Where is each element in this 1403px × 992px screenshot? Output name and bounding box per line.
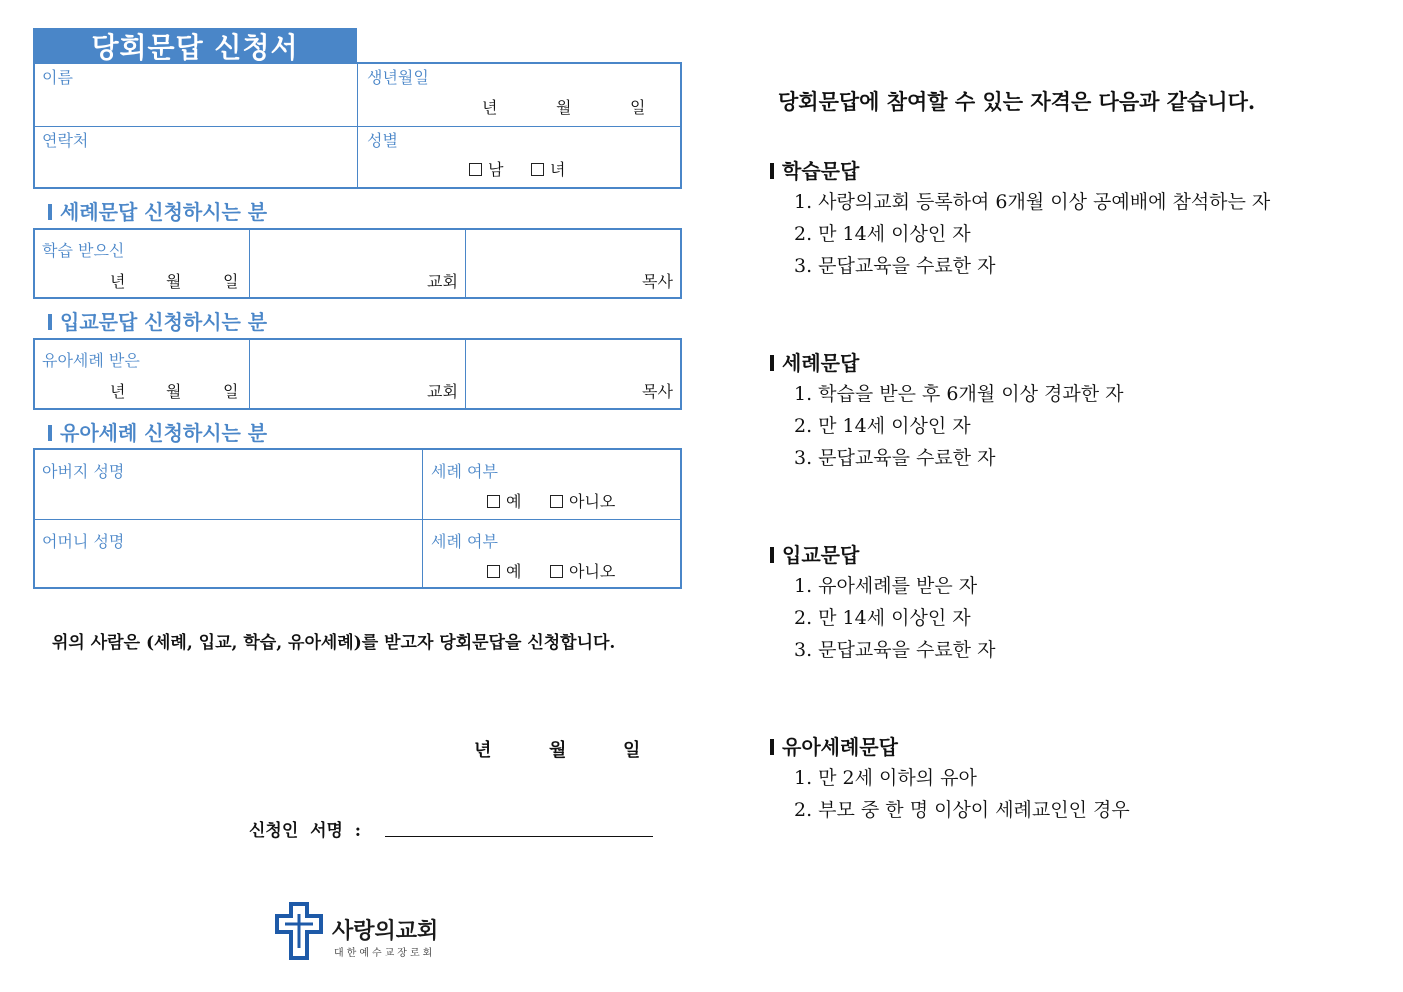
father-no-label: 아니오 bbox=[569, 492, 616, 511]
confirmation-item-2: 2. 만 14세 이상인 자 bbox=[794, 607, 971, 629]
mother-label: 어머니 성명 bbox=[42, 532, 125, 551]
confirmation-church-label: 교회 bbox=[427, 382, 458, 401]
sign-day: 일 bbox=[623, 740, 641, 761]
baptism-heading: 세례문답 신청하시는 분 bbox=[48, 196, 267, 225]
contact-field[interactable] bbox=[36, 148, 354, 186]
mother-no-label: 아니오 bbox=[569, 562, 616, 581]
baptism-item-2: 2. 만 14세 이상인 자 bbox=[794, 415, 971, 437]
confirmation-cell-label: 유아세례 받은 bbox=[42, 351, 140, 370]
cross-logo-icon bbox=[275, 902, 325, 960]
infant-heading: 유아세례 신청하시는 분 bbox=[48, 417, 267, 446]
mother-yes-label: 예 bbox=[506, 562, 522, 581]
baptism-pastor-label: 목사 bbox=[642, 272, 673, 291]
baptism-cell-label: 학습 받으신 bbox=[42, 241, 125, 260]
church-logo bbox=[275, 902, 445, 962]
confirmation-item-3: 3. 문답교육을 수료한 자 bbox=[794, 639, 996, 661]
sign-month: 월 bbox=[549, 740, 567, 761]
confirmation-month: 월 bbox=[166, 382, 182, 401]
male-checkbox[interactable] bbox=[469, 163, 482, 176]
male-label: 남 bbox=[488, 160, 504, 179]
mother-baptized-label: 세례 여부 bbox=[431, 532, 498, 551]
learning-item-2: 2. 만 14세 이상인 자 bbox=[794, 223, 971, 245]
section-learning-title: 학습문답 bbox=[770, 155, 859, 184]
baptism-item-1: 1. 학습을 받은 후 6개월 이상 경과한 자 bbox=[794, 383, 1124, 405]
sign-year: 년 bbox=[474, 740, 492, 761]
contact-label: 연락처 bbox=[42, 131, 89, 150]
confirmation-day: 일 bbox=[223, 382, 239, 401]
logo-subtitle: 대한예수교장로회 bbox=[334, 948, 436, 959]
confirmation-pastor-label: 목사 bbox=[642, 382, 673, 401]
section-infant-title: 유아세례문답 bbox=[770, 731, 898, 760]
female-checkbox[interactable] bbox=[531, 163, 544, 176]
baptism-month: 월 bbox=[166, 272, 182, 291]
section-confirmation-title: 입교문답 bbox=[770, 539, 859, 568]
father-label: 아버지 성명 bbox=[42, 462, 125, 481]
father-yes-label: 예 bbox=[506, 492, 522, 511]
birth-label: 생년월일 bbox=[367, 68, 429, 87]
name-label: 이름 bbox=[42, 68, 73, 87]
father-name-field[interactable] bbox=[36, 480, 418, 516]
application-statement: 위의 사람은 (세례, 입교, 학습, 유아세례)를 받고자 당회문답을 신청합니다. bbox=[52, 633, 616, 653]
birth-year: 년 bbox=[482, 98, 498, 117]
infant-item-2: 2. 부모 중 한 명 이상이 세례교인인 경우 bbox=[794, 799, 1130, 821]
father-yes-checkbox[interactable] bbox=[487, 495, 500, 508]
qualifications-intro: 당회문답에 참여할 수 있는 자격은 다음과 같습니다. bbox=[778, 89, 1256, 114]
birth-month: 월 bbox=[556, 98, 572, 117]
father-baptized-label: 세례 여부 bbox=[431, 462, 498, 481]
baptism-day: 일 bbox=[223, 272, 239, 291]
signature-line[interactable] bbox=[385, 820, 653, 837]
logo-name: 사랑의교회 bbox=[332, 919, 439, 944]
mother-no-checkbox[interactable] bbox=[550, 565, 563, 578]
gender-label: 성별 bbox=[367, 131, 398, 150]
confirmation-year: 년 bbox=[110, 382, 126, 401]
signature-label: 신청인 서명 : bbox=[249, 821, 362, 841]
form-title: 당회문답 신청서 bbox=[33, 28, 357, 64]
infant-item-1: 1. 만 2세 이하의 유아 bbox=[794, 767, 977, 789]
female-label: 녀 bbox=[550, 160, 566, 179]
section-baptism-title: 세례문답 bbox=[770, 347, 859, 376]
learning-item-1: 1. 사랑의교회 등록하여 6개월 이상 공예배에 참석하는 자 bbox=[794, 191, 1271, 213]
birth-day: 일 bbox=[630, 98, 646, 117]
mother-name-field[interactable] bbox=[36, 550, 418, 586]
confirmation-heading: 입교문답 신청하시는 분 bbox=[48, 306, 267, 335]
mother-yes-checkbox[interactable] bbox=[487, 565, 500, 578]
name-field[interactable] bbox=[36, 85, 354, 123]
baptism-year: 년 bbox=[110, 272, 126, 291]
learning-item-3: 3. 문답교육을 수료한 자 bbox=[794, 255, 996, 277]
confirmation-item-1: 1. 유아세례를 받은 자 bbox=[794, 575, 978, 597]
baptism-church-label: 교회 bbox=[427, 272, 458, 291]
father-no-checkbox[interactable] bbox=[550, 495, 563, 508]
baptism-item-3: 3. 문답교육을 수료한 자 bbox=[794, 447, 996, 469]
